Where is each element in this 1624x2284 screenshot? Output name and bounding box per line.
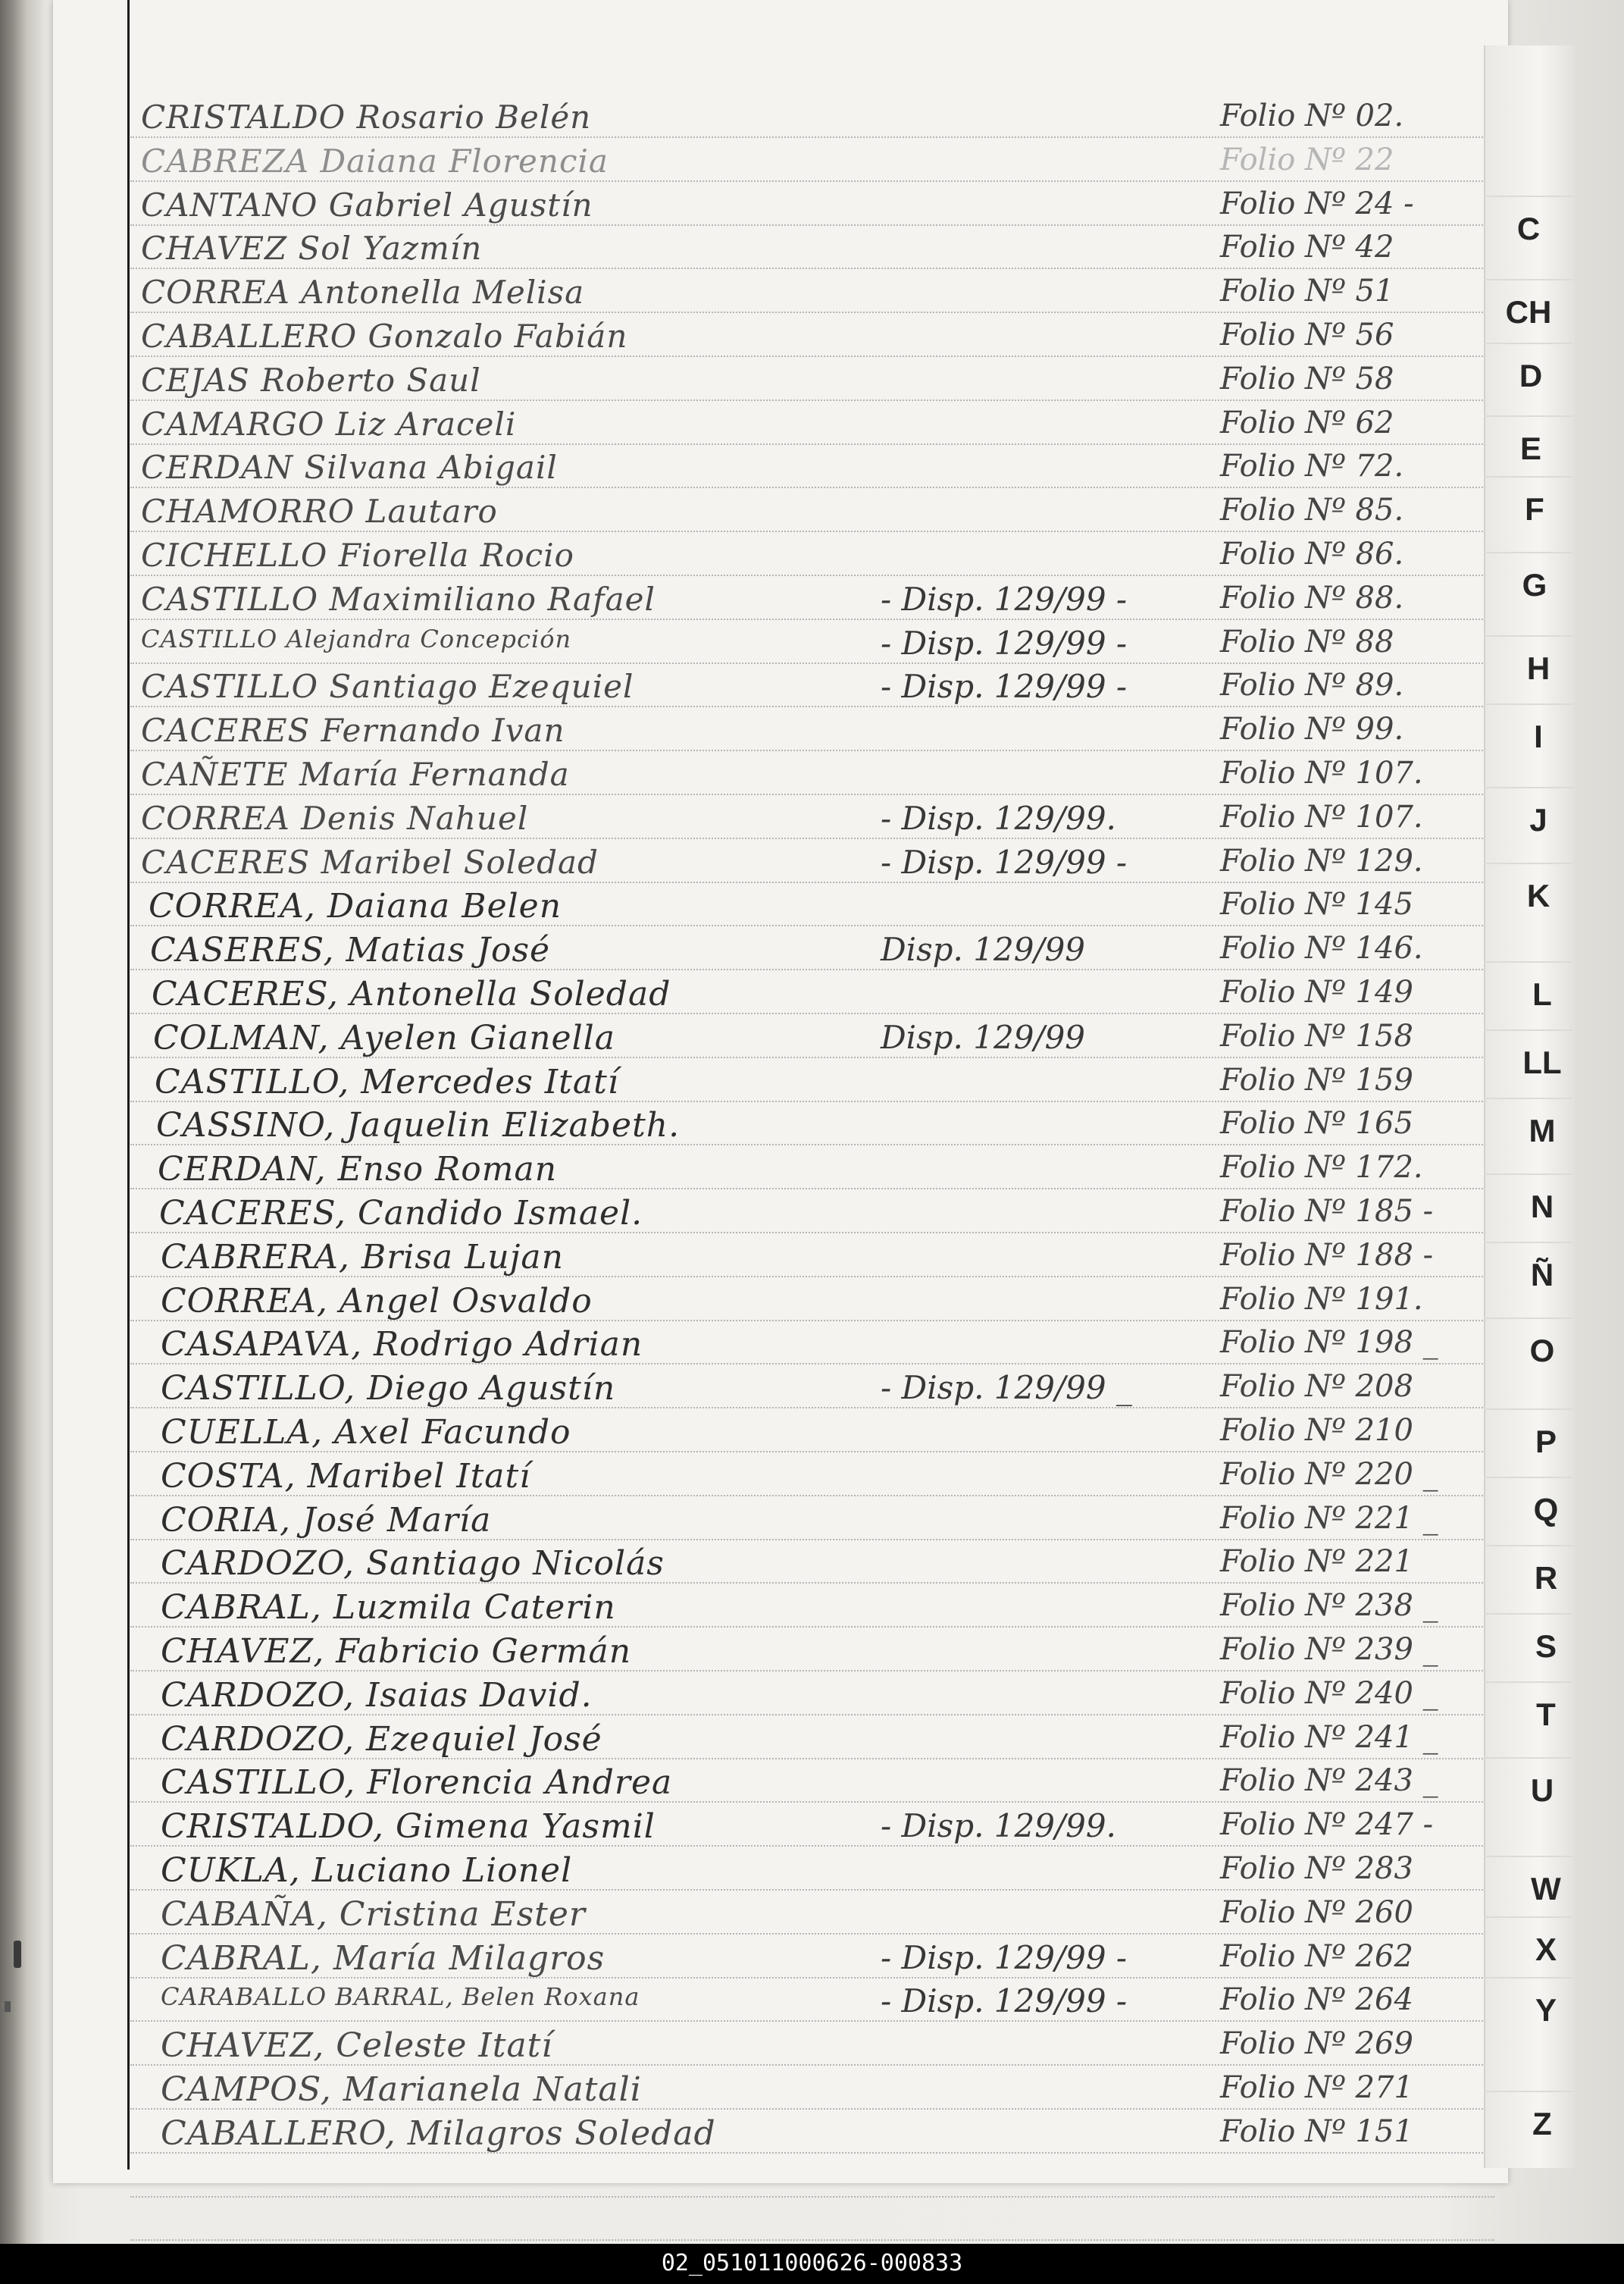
list-item xyxy=(0,2070,1624,2114)
entry-folio: Folio Nº 129. xyxy=(1220,843,1423,879)
entry-name: CASTILLO Maximiliano Rafael xyxy=(141,580,656,618)
entry-name: CASTILLO, Diego Agustín xyxy=(161,1369,616,1408)
list-item xyxy=(0,1282,1624,1326)
footer-bar xyxy=(0,2244,1624,2284)
list-item xyxy=(0,406,1624,450)
entry-folio: Folio Nº 165 xyxy=(1220,1106,1413,1142)
entry-folio: Folio Nº 283 xyxy=(1220,1851,1413,1886)
entry-name: CACERES Fernando Ivan xyxy=(141,712,565,750)
entry-name: CHAVEZ, Fabricio Germán xyxy=(161,1632,632,1671)
entry-name: CABAÑA, Cristina Ester xyxy=(161,1894,586,1934)
list-item xyxy=(0,975,1624,1019)
document-code: 02_051011000626-000833 xyxy=(661,2250,963,2276)
entry-name: CORREA Denis Nahuel xyxy=(141,799,529,837)
entry-name: CABALLERO, Milagros Soledad xyxy=(161,2113,716,2153)
list-item xyxy=(0,2026,1624,2070)
entry-folio: Folio Nº 89. xyxy=(1220,668,1404,703)
index-tab[interactable]: T xyxy=(1536,1697,1556,1732)
list-item xyxy=(0,1106,1624,1150)
entry-name: CRISTALDO Rosario Belén xyxy=(141,99,592,136)
index-tab[interactable]: W xyxy=(1531,1871,1561,1906)
list-item xyxy=(0,1325,1624,1369)
entry-name: CAMARGO Liz Araceli xyxy=(141,405,517,443)
entry-folio: Folio Nº 221 _ xyxy=(1220,1500,1438,1536)
entry-name: CUELLA, Axel Facundo xyxy=(161,1413,571,1452)
index-tab[interactable]: Q xyxy=(1533,1492,1559,1527)
list-item xyxy=(0,1851,1624,1895)
index-tab[interactable]: U xyxy=(1530,1772,1554,1808)
entry-name: COLMAN, Ayelen Gianella xyxy=(153,1018,615,1057)
index-tab[interactable]: CH xyxy=(1505,294,1552,330)
list-item xyxy=(0,887,1624,931)
list-item xyxy=(0,1369,1624,1413)
list-item xyxy=(0,581,1624,625)
entry-folio: Folio Nº 198 _ xyxy=(1220,1325,1438,1361)
entry-disposition: - Disp. 129/99 - xyxy=(881,1938,1128,1976)
entry-name: CARDOZO, Ezequiel José xyxy=(161,1719,602,1759)
list-item xyxy=(0,2114,1624,2158)
entry-name: CERDAN, Enso Roman xyxy=(158,1150,558,1189)
list-item xyxy=(0,99,1624,143)
entry-disposition: - Disp. 129/99 - xyxy=(881,624,1128,662)
entry-folio: Folio Nº 191. xyxy=(1220,1281,1423,1317)
entry-disposition: - Disp. 129/99 - xyxy=(881,843,1128,881)
list-item xyxy=(0,1982,1624,2026)
entry-disposition: - Disp. 129/99. xyxy=(881,799,1116,837)
entry-folio: Folio Nº 24 - xyxy=(1220,186,1414,221)
entry-name: CERDAN Silvana Abigail xyxy=(141,449,558,487)
entry-folio: Folio Nº 241 _ xyxy=(1220,1719,1438,1755)
entry-name: CICHELLO Fiorella Rocio xyxy=(141,537,574,574)
entry-folio: Folio Nº 107. xyxy=(1220,756,1423,791)
entry-folio: Folio Nº 262 xyxy=(1220,1938,1413,1974)
entry-folio: Folio Nº 260 xyxy=(1220,1894,1413,1930)
index-tab[interactable]: R xyxy=(1534,1560,1558,1596)
entry-folio: Folio Nº 271 xyxy=(1220,2070,1413,2105)
entry-folio: Folio Nº 22 xyxy=(1220,142,1394,177)
entry-name: CASTILLO Alejandra Concepción xyxy=(141,624,572,653)
entry-name: CANTANO Gabriel Agustín xyxy=(141,186,593,224)
list-item xyxy=(0,756,1624,800)
entry-folio: Folio Nº 247 - xyxy=(1220,1807,1434,1843)
entry-folio: Folio Nº 269 xyxy=(1220,2026,1413,2062)
entry-folio: Folio Nº 188 - xyxy=(1220,1237,1434,1273)
entry-name: CORIA, José María xyxy=(161,1500,492,1540)
index-tab[interactable]: C xyxy=(1516,211,1541,246)
list-item xyxy=(0,186,1624,230)
entry-folio: Folio Nº 88. xyxy=(1220,580,1404,616)
entry-folio: Folio Nº 107. xyxy=(1220,799,1423,835)
index-tab[interactable]: Ñ xyxy=(1530,1257,1554,1292)
entry-folio: Folio Nº 42 xyxy=(1220,230,1394,265)
entry-name: CORREA, Daiana Belen xyxy=(149,887,562,926)
list-item xyxy=(0,1807,1624,1851)
entry-name: CORREA Antonella Melisa xyxy=(141,274,585,312)
list-item xyxy=(0,712,1624,756)
entry-name: CABRERA, Brisa Lujan xyxy=(161,1237,564,1277)
list-item xyxy=(0,625,1624,669)
list-item xyxy=(0,274,1624,318)
entry-name: CASAPAVA, Rodrigo Adrian xyxy=(161,1325,643,1364)
entry-folio: Folio Nº 149 xyxy=(1220,975,1413,1010)
index-tab[interactable]: S xyxy=(1535,1628,1557,1664)
entry-folio: Folio Nº 51 xyxy=(1220,274,1394,309)
entry-name: CAÑETE María Fernanda xyxy=(141,756,570,793)
list-item xyxy=(0,230,1624,274)
index-tab[interactable]: Z xyxy=(1532,2106,1552,2141)
entry-name: CABREZA Daiana Florencia xyxy=(141,142,609,180)
list-item xyxy=(0,1720,1624,1764)
entry-folio: Folio Nº 210 xyxy=(1220,1413,1413,1448)
list-item xyxy=(0,449,1624,493)
entry-folio: Folio Nº 151 xyxy=(1220,2113,1413,2149)
index-tab[interactable]: LL xyxy=(1522,1045,1562,1080)
entry-folio: Folio Nº 58 xyxy=(1220,361,1394,396)
entry-folio: Folio Nº 146. xyxy=(1220,931,1423,967)
entry-name: CRISTALDO, Gimena Yasmil xyxy=(161,1807,656,1847)
ruled-line xyxy=(130,2196,1494,2198)
index-tab[interactable]: L xyxy=(1532,976,1552,1012)
entry-folio: Folio Nº 172. xyxy=(1220,1150,1423,1186)
entry-folio: Folio Nº 243 _ xyxy=(1220,1763,1438,1799)
list-item xyxy=(0,1632,1624,1676)
list-item xyxy=(0,800,1624,844)
entry-folio: Folio Nº 208 xyxy=(1220,1369,1413,1405)
ruled-line xyxy=(130,2239,1494,2241)
entry-name: CABALLERO Gonzalo Fabián xyxy=(141,318,628,355)
index-tab[interactable]: P xyxy=(1535,1424,1557,1459)
list-item xyxy=(0,668,1624,712)
entry-name: CASERES, Matias José xyxy=(150,931,551,970)
entry-folio: Folio Nº 221 xyxy=(1220,1544,1413,1580)
binder-ring xyxy=(5,2001,11,2012)
index-tab[interactable]: E xyxy=(1519,431,1541,466)
list-item xyxy=(0,1413,1624,1457)
entry-name: CARDOZO, Santiago Nicolás xyxy=(161,1544,665,1584)
entry-name: CABRAL, María Milagros xyxy=(161,1938,605,1978)
binder-ring xyxy=(14,1941,21,1968)
index-tab[interactable]: J xyxy=(1529,802,1547,838)
list-item xyxy=(0,1544,1624,1588)
entry-name: CACERES, Antonella Soledad xyxy=(152,975,671,1014)
list-item xyxy=(0,1457,1624,1501)
entry-name: CARDOZO, Isaias David. xyxy=(161,1675,593,1715)
entry-name: CEJAS Roberto Saul xyxy=(141,361,481,399)
entry-folio: Folio Nº 264 xyxy=(1220,1982,1413,2018)
entry-disposition: - Disp. 129/99 - xyxy=(881,1982,1128,2020)
list-item xyxy=(0,1763,1624,1807)
entry-name: CACERES, Candido Ismael. xyxy=(159,1194,643,1233)
list-item xyxy=(0,931,1624,975)
list-item xyxy=(0,362,1624,406)
entry-name: COSTA, Maribel Itatí xyxy=(161,1456,531,1496)
list-item xyxy=(0,1238,1624,1282)
entry-name: CAMPOS, Marianela Natali xyxy=(161,2070,642,2109)
entry-name: CUKLA, Luciano Lionel xyxy=(161,1851,573,1890)
entry-name: CABRAL, Luzmila Caterin xyxy=(161,1588,616,1628)
list-item xyxy=(0,318,1624,362)
list-item xyxy=(0,1194,1624,1238)
list-item xyxy=(0,1939,1624,1983)
entry-name: CASSINO, Jaquelin Elizabeth. xyxy=(156,1106,681,1145)
list-item xyxy=(0,1501,1624,1545)
entry-name: CHAVEZ Sol Yazmín xyxy=(141,230,483,268)
entry-name: CASTILLO Santiago Ezequiel xyxy=(141,668,634,706)
index-tab[interactable]: H xyxy=(1526,650,1550,686)
entry-folio: Folio Nº 239 _ xyxy=(1220,1632,1438,1667)
list-item xyxy=(0,537,1624,581)
entry-disposition: - Disp. 129/99 - xyxy=(881,580,1128,618)
entry-name: CASTILLO, Mercedes Itatí xyxy=(155,1062,619,1101)
list-item xyxy=(0,1676,1624,1720)
entry-folio: Folio Nº 159 xyxy=(1220,1062,1413,1098)
index-tab[interactable]: N xyxy=(1530,1189,1554,1224)
index-tab[interactable]: X xyxy=(1535,1932,1557,1967)
entry-name: CHAMORRO Lautaro xyxy=(141,493,498,531)
entry-folio: Folio Nº 72. xyxy=(1220,449,1404,484)
entry-name: CHAVEZ, Celeste Itatí xyxy=(161,2026,553,2066)
entry-folio: Folio Nº 88 xyxy=(1220,624,1394,660)
entry-disposition: - Disp. 129/99 _ xyxy=(881,1369,1132,1407)
entry-disposition: Disp. 129/99 xyxy=(881,1018,1086,1056)
entry-name: CARABALLO BARRAL, Belen Roxana xyxy=(161,1982,640,2012)
index-tab[interactable]: F xyxy=(1525,491,1544,527)
index-tab[interactable]: I xyxy=(1534,719,1543,754)
index-tab[interactable]: O xyxy=(1529,1333,1555,1368)
list-item xyxy=(0,1150,1624,1194)
entry-disposition: - Disp. 129/99 - xyxy=(881,668,1128,706)
entry-folio: Folio Nº 62 xyxy=(1220,405,1394,440)
entry-folio: Folio Nº 240 _ xyxy=(1220,1675,1438,1711)
entry-name: CASTILLO, Florencia Andrea xyxy=(161,1763,673,1803)
list-item xyxy=(0,143,1624,186)
entry-folio: Folio Nº 220 _ xyxy=(1220,1456,1438,1492)
entry-folio: Folio Nº 02. xyxy=(1220,99,1404,133)
index-tab[interactable]: D xyxy=(1519,358,1543,393)
entry-disposition: - Disp. 129/99. xyxy=(881,1807,1116,1845)
entry-name: CACERES Maribel Soledad xyxy=(141,843,599,881)
entry-name: CORREA, Angel Osvaldo xyxy=(161,1281,593,1321)
entry-disposition: Disp. 129/99 xyxy=(881,931,1086,969)
entry-folio: Folio Nº 85. xyxy=(1220,493,1404,528)
list-item xyxy=(0,844,1624,888)
entry-folio: Folio Nº 86. xyxy=(1220,537,1404,572)
list-item xyxy=(0,1063,1624,1107)
entry-folio: Folio Nº 145 xyxy=(1220,887,1413,923)
list-item xyxy=(0,1019,1624,1063)
entry-folio: Folio Nº 99. xyxy=(1220,712,1404,747)
index-tab[interactable]: M xyxy=(1529,1113,1556,1148)
entry-folio: Folio Nº 238 _ xyxy=(1220,1588,1438,1624)
entry-folio: Folio Nº 56 xyxy=(1220,318,1394,352)
list-item xyxy=(0,493,1624,537)
index-tab[interactable]: G xyxy=(1522,567,1547,603)
index-tab[interactable]: K xyxy=(1526,878,1550,913)
entry-folio: Folio Nº 185 - xyxy=(1220,1194,1434,1229)
entry-folio: Folio Nº 158 xyxy=(1220,1018,1413,1054)
list-item xyxy=(0,1895,1624,1939)
index-tab[interactable]: Y xyxy=(1535,1992,1557,2028)
list-item xyxy=(0,1588,1624,1632)
